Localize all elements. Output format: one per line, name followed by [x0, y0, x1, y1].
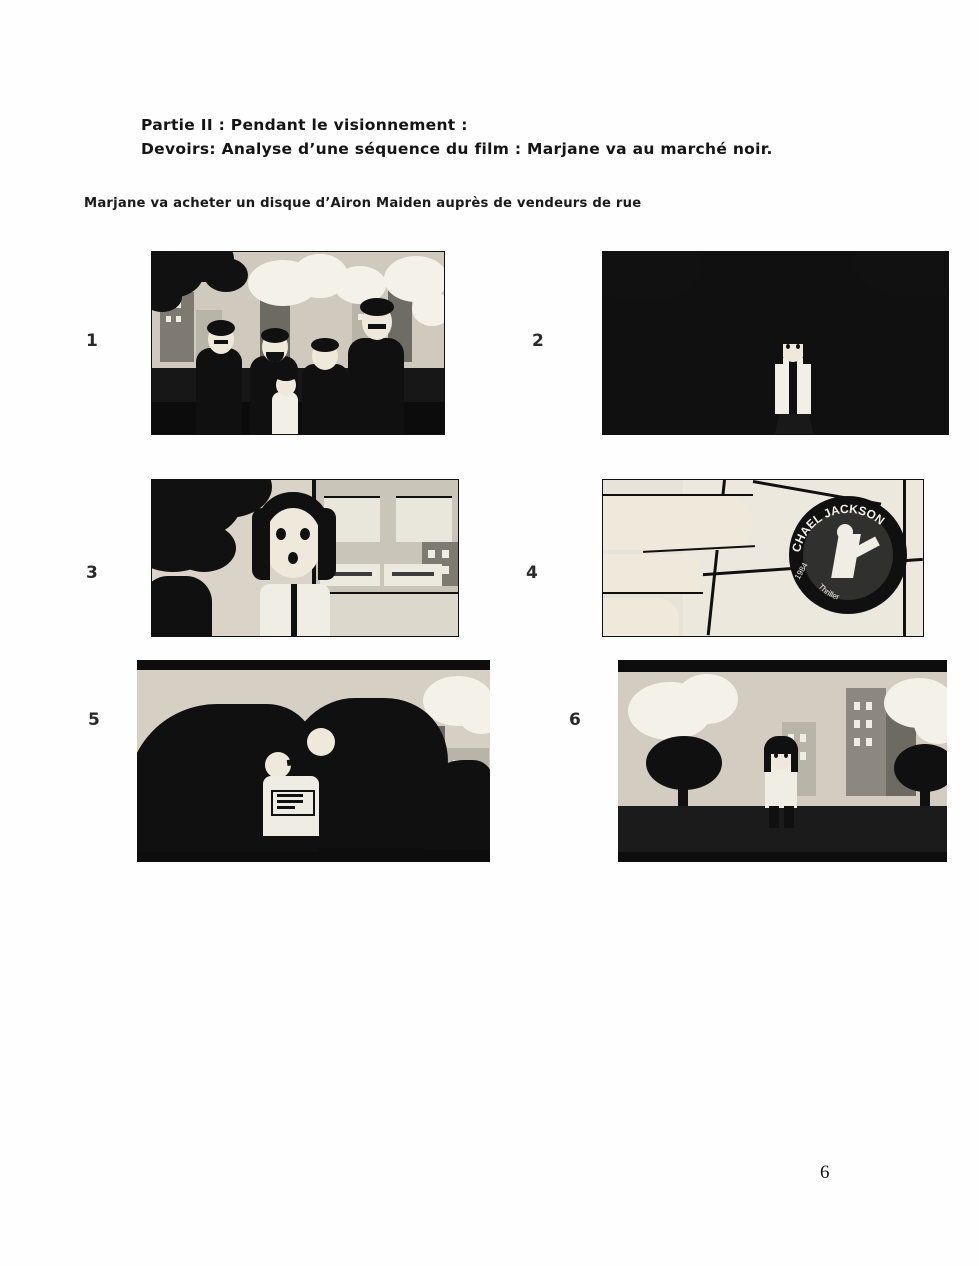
frame-6-scene	[618, 660, 947, 862]
heading-line-2: Devoirs: Analyse d’une séquence du film : Marjane va au marché noir.	[141, 140, 773, 158]
frame-3-scene	[152, 480, 458, 636]
storyboard-frame-6	[618, 660, 947, 862]
frame-number-4: 4	[526, 563, 538, 583]
frame-number-5: 5	[88, 710, 100, 730]
svg-text:Thriller: Thriller	[816, 582, 841, 602]
storyboard-frame-4	[602, 479, 924, 637]
frame-number-2: 2	[532, 331, 544, 351]
storyboard-frame-5	[137, 660, 490, 862]
frame-4-scene	[603, 480, 923, 636]
frame-number-1: 1	[86, 331, 98, 351]
frame-5-scene	[137, 660, 490, 862]
frame-1-scene	[152, 252, 444, 434]
storyboard-frame-3	[151, 479, 459, 637]
frame-number-3: 3	[86, 563, 98, 583]
section-subheading: Marjane va acheter un disque d’Airon Maiden auprès de vendeurs de rue	[84, 196, 642, 211]
frame-number-6: 6	[569, 710, 581, 730]
frame-2-scene	[603, 252, 948, 434]
heading-line-1: Partie II : Pendant le visionnement :	[141, 116, 468, 134]
page-number: 6	[820, 1162, 830, 1183]
svg-text:1984: 1984	[792, 561, 810, 581]
storyboard-frame-2	[602, 251, 949, 435]
storyboard-frame-1	[151, 251, 445, 435]
svg-text:CHAEL JACKSON: CHAEL JACKSON	[789, 501, 888, 554]
